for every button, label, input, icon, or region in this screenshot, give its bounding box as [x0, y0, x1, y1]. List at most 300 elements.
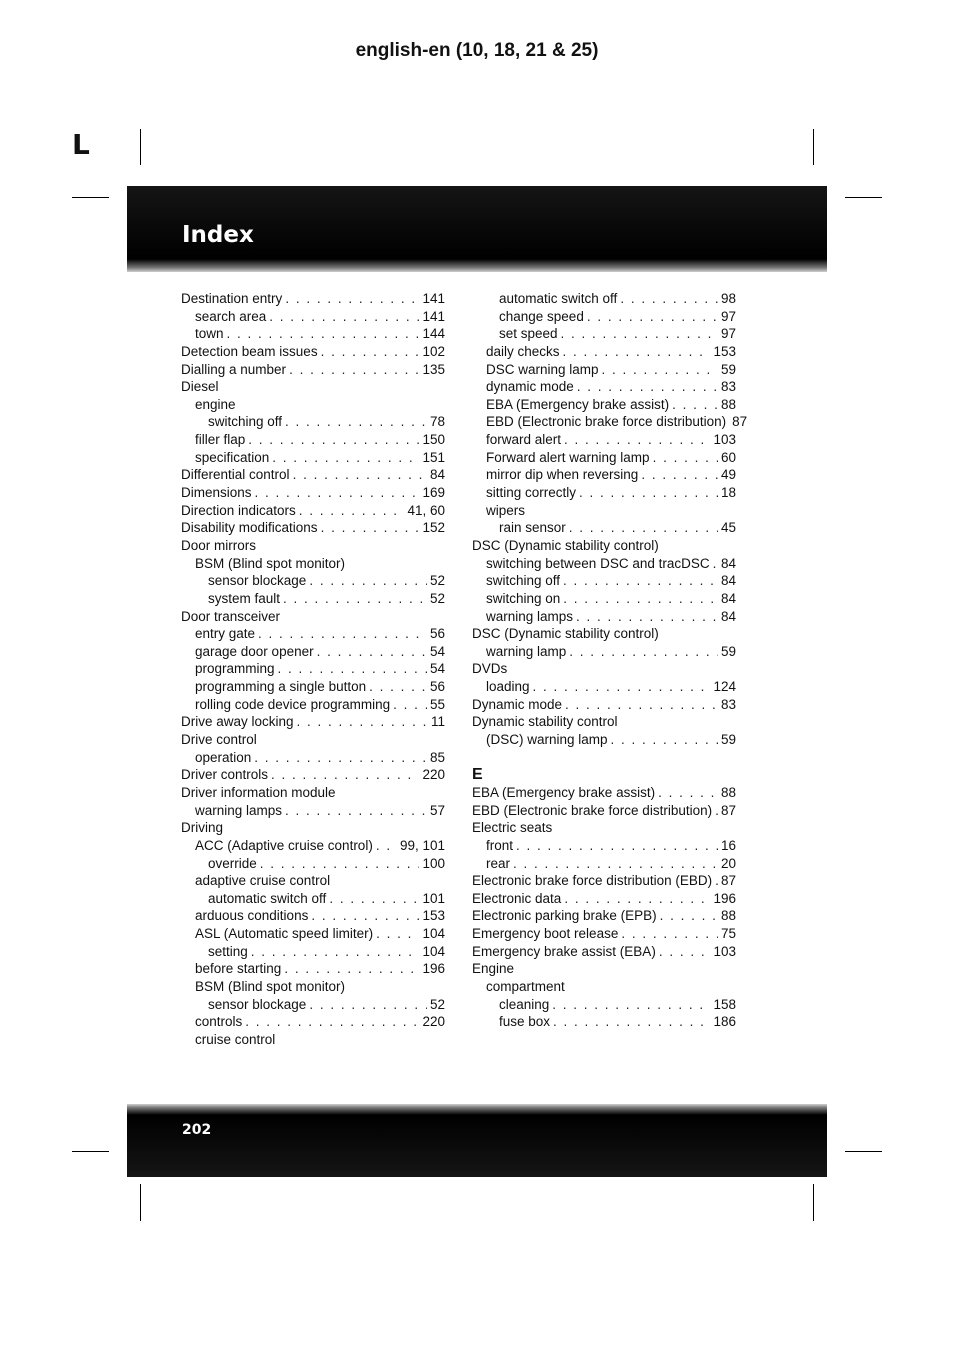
index-entry-label: switching off	[486, 573, 561, 589]
index-entry-label: compartment	[486, 978, 565, 994]
index-entry	[181, 890, 445, 908]
index-entry-label: Drive control	[181, 732, 257, 748]
index-entry-page: 59	[720, 361, 736, 377]
leader-dots	[672, 396, 718, 414]
index-entry	[472, 431, 736, 449]
index-entry	[472, 590, 736, 608]
index-entry	[181, 1013, 445, 1031]
index-entry-page: 54	[429, 643, 445, 659]
index-entry-label: DSC (Dynamic stability control)	[472, 626, 659, 642]
index-entry-page: 52	[429, 573, 445, 589]
index-entry	[181, 572, 445, 590]
leader-dots	[299, 502, 405, 520]
index-entry-page: 98	[720, 291, 736, 306]
index-entry-label: sensor blockage	[208, 996, 307, 1012]
index-entry-label: Destination entry	[181, 291, 283, 306]
leader-dots	[533, 678, 711, 696]
index-entry-page: 60	[720, 449, 736, 465]
index-entry-label: Door transceiver	[181, 608, 281, 624]
index-entry-page: 97	[720, 308, 736, 324]
crop-mark	[845, 197, 882, 198]
index-entry-page: 150	[422, 432, 445, 448]
index-entry	[181, 696, 445, 714]
index-entry	[181, 431, 445, 449]
index-entry	[181, 449, 445, 467]
index-entry-page: 151	[422, 449, 445, 465]
index-entry-page: 88	[720, 908, 736, 924]
index-entry	[181, 396, 445, 414]
index-entry-label: search area	[195, 308, 267, 324]
index-entry-page: 45	[720, 520, 736, 536]
index-entry-label: filler flap	[195, 432, 246, 448]
index-entry-page: 153	[713, 343, 736, 359]
leader-dots	[561, 325, 718, 343]
index-entry-label: Driver controls	[181, 767, 269, 783]
section-letter-tab: L	[72, 128, 90, 161]
index-entry	[181, 925, 445, 943]
index-entry-label: switching on	[486, 590, 561, 606]
leader-dots	[369, 678, 427, 696]
index-entry-label: Forward alert warning lamp	[486, 449, 650, 465]
leader-dots	[311, 907, 419, 925]
index-entry	[472, 449, 736, 467]
index-entry-label: Driving	[181, 820, 224, 836]
index-entry-label: EBD (Electronic brake force distribution)	[486, 414, 727, 430]
crop-mark	[845, 1151, 882, 1152]
index-entry-label: EBA (Emergency brake assist)	[486, 396, 670, 412]
index-entry	[181, 625, 445, 643]
index-entry-label: garage door opener	[195, 643, 314, 659]
leader-dots	[289, 361, 419, 379]
crop-mark	[72, 1151, 109, 1152]
crop-mark	[140, 129, 141, 165]
index-entry-page: 141	[422, 291, 445, 306]
index-entry-label: EBD (Electronic brake force distribution)	[472, 802, 713, 818]
index-entry	[181, 361, 445, 379]
index-entry-label: setting	[208, 943, 248, 959]
index-column-right	[472, 290, 748, 1031]
index-entry-page: 55	[429, 696, 445, 712]
index-entry-page: 84	[720, 555, 736, 571]
leader-dots	[715, 802, 718, 820]
leader-dots	[285, 290, 419, 308]
index-entry-label: Electronic parking brake (EPB)	[472, 908, 657, 924]
index-entry	[472, 519, 736, 537]
index-entry-label: dynamic mode	[486, 379, 574, 395]
index-entry-label: Direction indicators	[181, 502, 296, 518]
crop-mark	[813, 1184, 814, 1221]
index-entry	[472, 502, 736, 520]
leader-dots	[245, 1013, 419, 1031]
index-entry-page: 16	[720, 837, 736, 853]
index-entry	[181, 343, 445, 361]
index-entry	[181, 643, 445, 661]
index-entry	[181, 484, 445, 502]
leader-dots	[285, 413, 427, 431]
index-entry	[472, 978, 736, 996]
index-entry-label: engine	[195, 396, 236, 412]
index-entry-page: 186	[713, 1014, 736, 1030]
index-entry	[181, 519, 445, 537]
index-entry	[181, 678, 445, 696]
index-entry-label: Door mirrors	[181, 537, 257, 553]
index-entry-page: 54	[429, 661, 445, 677]
index-entry-page: 11	[430, 714, 445, 730]
spacer	[472, 749, 736, 767]
leader-dots	[309, 572, 427, 590]
index-entry-label: EBA (Emergency brake assist)	[472, 784, 656, 800]
index-entry-label: Detection beam issues	[181, 343, 318, 359]
index-entry-label: ACC (Adaptive cruise control)	[195, 837, 373, 853]
leader-dots	[317, 643, 427, 661]
leader-dots	[569, 519, 718, 537]
index-entry-page: 52	[429, 996, 445, 1012]
index-entry	[181, 731, 445, 749]
index-entry	[181, 837, 445, 855]
index-entry-page: 18	[720, 485, 736, 501]
index-entry-page: 59	[720, 643, 736, 659]
index-entry-label: automatic switch off	[208, 890, 327, 906]
index-entry-label: Emergency brake assist (EBA)	[472, 943, 656, 959]
index-entry-label: programming a single button	[195, 679, 367, 695]
index-entry-page: 20	[720, 855, 736, 871]
index-entry-page: 87	[732, 414, 748, 430]
index-entry-label: town	[195, 326, 224, 342]
leader-dots	[321, 519, 420, 537]
index-entry	[181, 996, 445, 1014]
leader-dots	[278, 660, 427, 678]
index-entry-label: Electronic brake force distribution (EBD)	[472, 873, 713, 889]
leader-dots	[563, 572, 718, 590]
index-entry	[181, 608, 445, 626]
index-entry-label: Dynamic stability control	[472, 714, 618, 730]
index-entry-label: set speed	[499, 326, 558, 342]
index-entry	[472, 466, 736, 484]
index-entry	[472, 555, 736, 573]
index-entry	[181, 502, 445, 520]
index-entry	[472, 625, 736, 643]
index-entry	[181, 978, 445, 996]
index-entry-label: Differential control	[181, 467, 290, 483]
index-entry-label: Electronic data	[472, 890, 562, 906]
index-entry-label: Drive away locking	[181, 714, 294, 730]
index-entry-label: DSC warning lamp	[486, 361, 599, 377]
index-entry-label: daily checks	[486, 343, 560, 359]
index-entry-label: change speed	[499, 308, 584, 324]
index-entry	[181, 660, 445, 678]
index-entry-page: 101	[422, 890, 445, 906]
leader-dots	[269, 308, 419, 326]
index-entry-page: 124	[713, 679, 736, 695]
index-entry	[472, 484, 736, 502]
index-entry-label: switching off	[208, 414, 283, 430]
leader-dots	[309, 996, 427, 1014]
index-entry	[181, 325, 445, 343]
index-entry-label: switching between DSC and tracDSC	[486, 555, 710, 571]
index-entry	[472, 960, 736, 978]
index-entry-label: programming	[195, 661, 275, 677]
leader-dots	[579, 484, 718, 502]
index-entry	[472, 643, 736, 661]
index-entry-page: 41, 60	[407, 502, 445, 518]
index-entry	[181, 943, 445, 961]
index-entry	[181, 907, 445, 925]
index-entry	[472, 378, 736, 396]
index-entry-label: rolling code device programming	[195, 696, 391, 712]
index-entry	[472, 784, 736, 802]
index-entry-label: sensor blockage	[208, 573, 307, 589]
index-entry	[472, 396, 736, 414]
leader-dots	[576, 608, 718, 626]
index-entry	[181, 855, 445, 873]
index-entry-label: rear	[486, 855, 511, 871]
footer-bar	[127, 1104, 827, 1177]
index-entry	[472, 731, 736, 749]
index-entry	[181, 766, 445, 784]
index-entry-page: 158	[713, 996, 736, 1012]
index-entry-page: 83	[720, 696, 736, 712]
index-entry-page: 87	[720, 873, 736, 889]
leader-dots	[564, 431, 710, 449]
index-entry	[181, 378, 445, 396]
index-entry-page: 196	[713, 890, 736, 906]
index-entry-page: 88	[720, 396, 736, 412]
index-entry-page: 88	[720, 784, 736, 800]
leader-dots	[513, 855, 718, 873]
index-entry-label: operation	[195, 749, 252, 765]
index-entry	[181, 749, 445, 767]
index-entry	[181, 466, 445, 484]
index-entry-label: Electric seats	[472, 820, 553, 836]
leader-dots	[602, 361, 718, 379]
index-entry	[181, 290, 445, 308]
index-entry	[472, 819, 736, 837]
index-column-left	[181, 290, 445, 1049]
index-entry-page: 84	[429, 467, 445, 483]
index-entry-page: 59	[720, 732, 736, 748]
index-entry-label: DSC (Dynamic stability control)	[472, 537, 659, 553]
index-entry-page: 220	[422, 767, 445, 783]
index-entry-label: warning lamps	[195, 802, 283, 818]
index-letter-heading: E	[472, 766, 483, 784]
leader-dots	[285, 802, 427, 820]
leader-dots	[660, 907, 718, 925]
index-entry	[472, 608, 736, 626]
index-entry	[181, 784, 445, 802]
leader-dots	[258, 625, 427, 643]
leader-dots	[577, 378, 718, 396]
index-entry	[181, 537, 445, 555]
index-entry	[181, 413, 445, 431]
index-entry-page: 84	[720, 573, 736, 589]
index-entry	[472, 343, 736, 361]
index-entry	[472, 713, 736, 731]
leader-dots	[715, 872, 718, 890]
crop-mark	[813, 129, 814, 165]
leader-dots	[621, 925, 718, 943]
index-entry-label: controls	[195, 1014, 243, 1030]
leader-dots	[376, 837, 397, 855]
leader-dots	[393, 696, 427, 714]
index-entry-page: 100	[422, 855, 445, 871]
index-entry-page: 56	[429, 626, 445, 642]
index-entry	[472, 925, 736, 943]
leader-dots	[516, 837, 718, 855]
index-entry-label: Dynamic mode	[472, 696, 563, 712]
crop-mark	[140, 1184, 141, 1221]
index-entry-page: 99, 101	[399, 837, 445, 853]
index-entry	[472, 361, 736, 379]
index-entry-page: 57	[429, 802, 445, 818]
leader-dots	[587, 308, 718, 326]
index-entry-page: 144	[422, 326, 445, 342]
index-entry	[181, 555, 445, 573]
index-entry-label: automatic switch off	[499, 291, 618, 306]
index-entry-label: front	[486, 837, 514, 853]
index-entry-page: 135	[422, 361, 445, 377]
index-entry	[472, 802, 736, 820]
index-entry-label: forward alert	[486, 432, 562, 448]
page-title: Index	[182, 222, 254, 248]
index-entry-page: 84	[720, 608, 736, 624]
index-entry-page: 87	[720, 802, 736, 818]
leader-dots	[297, 713, 428, 731]
index-entry-label: DVDs	[472, 661, 508, 677]
index-entry-page: 83	[720, 379, 736, 395]
index-entry	[472, 872, 736, 890]
index-entry	[472, 855, 736, 873]
index-entry-label: Dialling a number	[181, 361, 287, 377]
leader-dots	[569, 643, 718, 661]
index-entry-label: warning lamps	[486, 608, 574, 624]
leader-dots	[283, 590, 427, 608]
index-entry-page: 103	[713, 432, 736, 448]
index-entry	[181, 819, 445, 837]
index-entry-label: Engine	[472, 961, 515, 977]
index-entry-label: before starting	[195, 961, 282, 977]
leader-dots	[658, 784, 718, 802]
index-entry-label: sitting correctly	[486, 485, 577, 501]
index-entry-label: BSM (Blind spot monitor)	[195, 555, 346, 571]
index-entry-label: BSM (Blind spot monitor)	[195, 978, 346, 994]
index-entry-page: 78	[429, 414, 445, 430]
leader-dots	[248, 431, 419, 449]
leader-dots	[565, 696, 718, 714]
index-entry-page: 169	[422, 485, 445, 501]
leader-dots	[611, 731, 718, 749]
index-entry-page: 84	[720, 590, 736, 606]
leader-dots	[653, 449, 718, 467]
index-entry-label: entry gate	[195, 626, 256, 642]
index-entry-page: 103	[713, 943, 736, 959]
index-entry-page: 52	[429, 590, 445, 606]
index-entry-label: arduous conditions	[195, 908, 309, 924]
index-entry-page: 196	[422, 961, 445, 977]
leader-dots	[563, 343, 711, 361]
leader-dots	[227, 325, 420, 343]
index-entry	[472, 413, 748, 431]
index-entry-label: rain sensor	[499, 520, 566, 536]
index-entry-label: fuse box	[499, 1014, 551, 1030]
index-entry-label: wipers	[486, 502, 526, 518]
index-entry-label: specification	[195, 449, 270, 465]
index-entry	[472, 890, 736, 908]
index-entry-label: Diesel	[181, 379, 219, 395]
index-entry-label: ASL (Automatic speed limiter)	[195, 926, 374, 942]
index-entry-label: warning lamp	[486, 643, 567, 659]
index-entry-page: 75	[720, 926, 736, 942]
index-entry	[181, 872, 445, 890]
leader-dots	[552, 996, 710, 1014]
index-entry	[472, 837, 736, 855]
leader-dots	[564, 890, 710, 908]
leader-dots	[255, 484, 420, 502]
index-entry	[472, 943, 736, 961]
leader-dots	[293, 466, 427, 484]
index-entry	[181, 802, 445, 820]
leader-dots	[329, 890, 419, 908]
index-entry-label: Dimensions	[181, 485, 252, 501]
index-entry	[472, 1013, 736, 1031]
header-bar	[127, 186, 827, 272]
index-entry-label: mirror dip when reversing	[486, 467, 639, 483]
index-entry-label: (DSC) warning lamp	[486, 732, 608, 748]
index-entry-label: Disability modifications	[181, 520, 318, 536]
leader-dots	[272, 449, 419, 467]
index-entry-label: loading	[486, 679, 530, 695]
index-entry-label: cruise control	[195, 1031, 276, 1047]
index-entry	[472, 696, 736, 714]
index-entry-label: system fault	[208, 590, 281, 606]
index-entry	[472, 308, 736, 326]
leader-dots	[284, 960, 419, 978]
leader-dots	[641, 466, 718, 484]
index-entry-page: 104	[422, 926, 445, 942]
leader-dots	[260, 855, 420, 873]
leader-dots	[563, 590, 718, 608]
leader-dots	[620, 290, 718, 308]
index-entry-page: 97	[720, 326, 736, 342]
leader-dots	[271, 766, 419, 784]
index-entry-page: 85	[429, 749, 445, 765]
index-entry-label: cleaning	[499, 996, 550, 1012]
leader-dots	[713, 555, 718, 573]
leader-dots	[321, 343, 420, 361]
page-number: 202	[182, 1122, 212, 1138]
index-entry-page: 152	[422, 520, 445, 536]
index-entry	[472, 907, 736, 925]
index-entry	[472, 572, 736, 590]
index-entry	[181, 713, 445, 731]
index-entry	[472, 325, 736, 343]
index-entry	[181, 308, 445, 326]
index-entry	[472, 290, 736, 308]
leader-dots	[376, 925, 419, 943]
index-entry	[472, 660, 736, 678]
index-entry-label: override	[208, 855, 257, 871]
index-entry-page: 141	[422, 308, 445, 324]
index-entry-label: Emergency boot release	[472, 926, 619, 942]
index-entry-page: 56	[429, 679, 445, 695]
document-label: english-en (10, 18, 21 & 25)	[355, 40, 599, 61]
index-entry	[181, 1031, 445, 1049]
index-entry	[181, 590, 445, 608]
index-entry	[472, 537, 736, 555]
index-entry-page: 104	[422, 943, 445, 959]
index-entry-label: Driver information module	[181, 784, 336, 800]
leader-dots	[251, 943, 420, 961]
index-entry-label: adaptive cruise control	[195, 873, 331, 889]
